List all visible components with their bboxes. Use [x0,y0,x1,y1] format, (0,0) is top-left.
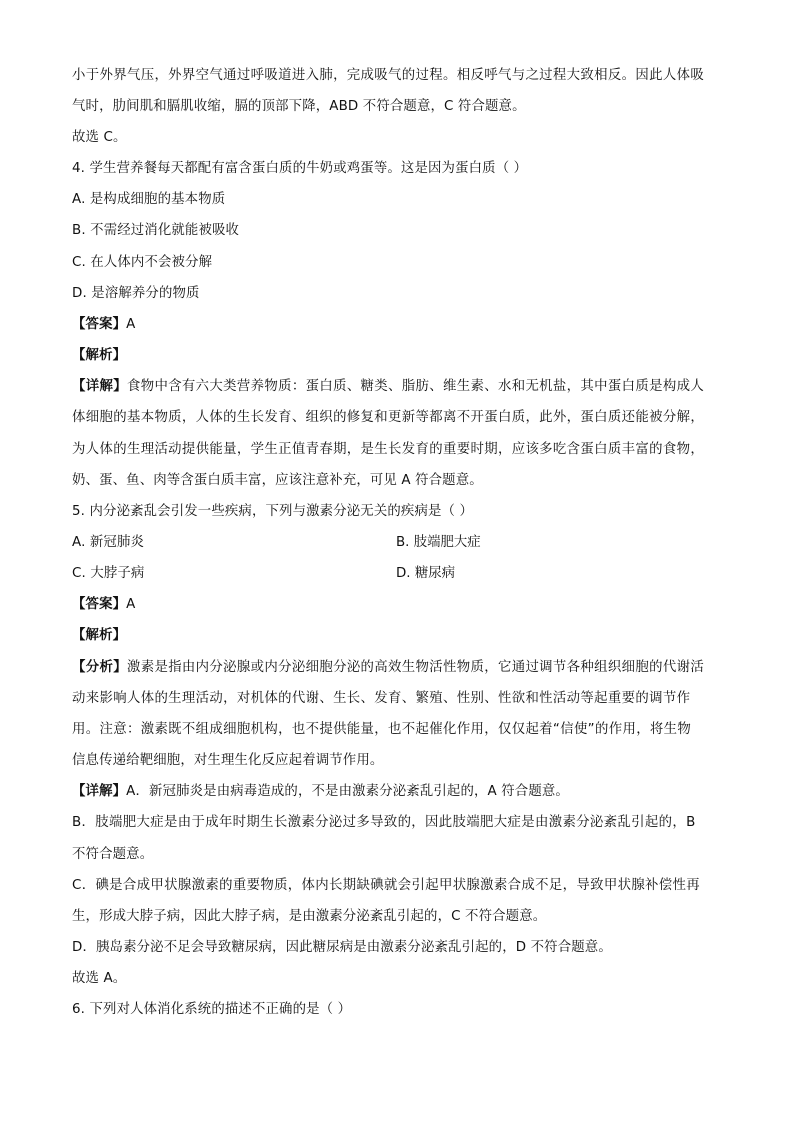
intro-line-2: 气时，肋间肌和膈肌收缩，膈的顶部下降，ABD 不符合题意，C 符合题意。 [72,99,526,114]
q4-option-d: D. 是溶解养分的物质 [72,286,200,301]
q5-stem: 5. 内分泌紊乱会引发一些疾病，下列与激素分泌无关的疾病是（ ） [72,504,474,519]
q5-fenxi-tag: 【分析】 [72,660,127,675]
q5-detail-line-3: 不符合题意。 [72,847,154,862]
q4-detail-text-1: 食物中含有六大类营养物质：蛋白质、糖类、脂肪、维生素、水和无机盐，其中蛋白质是构成人 [126,379,705,394]
q5-analysis-tag: 【解析】 [72,628,127,643]
q5-answer [72,595,732,615]
q5-option-d: D. 糖尿病 [396,566,455,581]
q5-option-c: C. 大脖子病 [72,566,145,581]
q5-fenxi-line-4: 信息传递给靶细胞，对生理生化反应起着调节作用。 [72,753,384,768]
q5-option-a: A. 新冠肺炎 [72,535,145,550]
q5-fenxi-line-3: 用。注意：激素既不组成细胞机构，也不提供能量，也不起催化作用，仅仅起着“信使”的作用，将生物 [72,722,692,737]
q4-analysis [72,346,732,366]
q5-detail-line-4: C．碘是合成甲状腺激素的重要物质，体内长期缺碘就会引起甲状腺激素合成不足，导致甲状腺补偿性再 [72,878,701,893]
q5-fenxi-text-1: 激素是指由内分泌腺或内分泌细胞分泌的高效生物活性物质，它通过调节各种组织细胞的代谢活 [126,660,705,675]
q5-option-b: B. 肢端肥大症 [396,535,481,550]
q4-option-b: B. 不需经过消化就能被吸收 [72,223,240,238]
q4-detail-tag: 【详解】 [72,379,127,394]
q5-detail-text-1: A．新冠肺炎是由病毒造成的，不是由激素分泌紊乱引起的，A 符合题意。 [126,784,569,799]
q4-answer [72,315,732,335]
q4-answer-value: A [126,317,136,332]
q4-analysis-tag: 【解析】 [72,348,127,363]
q5-conclusion: 故选 A。 [72,971,127,986]
q4-detail-line-2: 体细胞的基本物质，人体的生长发育、组织的修复和更新等都离不开蛋白质，此外，蛋白质还能被分解， [72,410,705,425]
q5-answer-tag: 【答案】 [72,597,127,612]
intro-conclusion: 故选 C。 [72,130,127,145]
q4-stem: 4. 学生营养餐每天都配有富含蛋白质的牛奶或鸡蛋等。这是因为蛋白质（ ） [72,161,528,176]
q4-answer-tag: 【答案】 [72,317,127,332]
q5-fenxi-line-1 [72,658,742,678]
q4-detail-line-3: 为人体的生理活动提供能量，学生正值青春期，是生长发育的重要时期，应该多吃含蛋白质丰富的食物， [72,442,705,457]
q4-option-c: C. 在人体内不会被分解 [72,255,213,270]
q5-detail-line-6: D．胰岛素分泌不足会导致糖尿病，因此糖尿病是由激素分泌紊乱引起的，D 不符合题意。 [72,940,612,955]
q5-answer-value: A [126,597,136,612]
q5-detail-tag: 【详解】 [72,784,127,799]
q4-detail-line-1 [72,377,742,397]
intro-line-1: 小于外界气压，外界空气通过呼吸道进入肺，完成吸气的过程。相反呼气与之过程大致相反。因此人体吸 [72,68,705,83]
q5-detail-line-1 [72,782,732,802]
q5-fenxi-line-2: 动来影响人体的生理活动，对机体的代谢、生长、发育、繁殖、性别、性欲和性活动等起重要的调节作 [72,691,691,706]
q5-detail-line-5: 生，形成大脖子病，因此大脖子病，是由激素分泌紊乱引起的，C 不符合题意。 [72,909,547,924]
q5-analysis [72,626,732,646]
q4-option-a: A. 是构成细胞的基本物质 [72,192,226,207]
q4-detail-line-4: 奶、蛋、鱼、肉等含蛋白质丰富，应该注意补充，可见 A 符合题意。 [72,473,483,488]
q5-detail-line-2: B．肢端肥大症是由于成年时期生长激素分泌过多导致的，因此肢端肥大症是由激素分泌紊乱引起的，B [72,815,696,830]
q6-stem: 6. 下列对人体消化系统的描述不正确的是（ ） [72,1002,352,1017]
